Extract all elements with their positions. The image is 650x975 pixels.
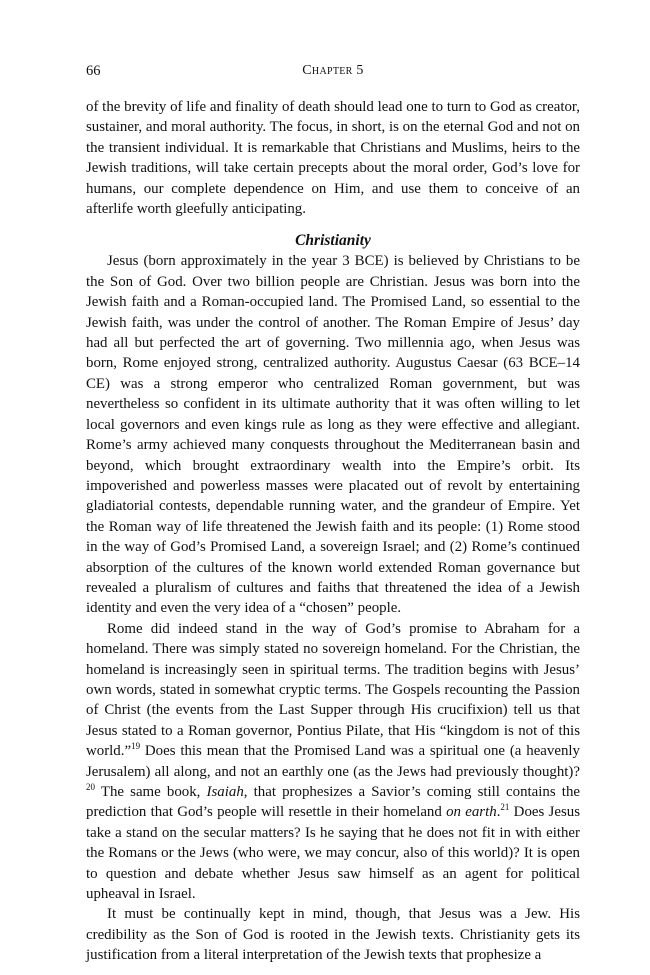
footnote-ref-21: 21 xyxy=(500,802,510,813)
paragraph-1: Jesus (born approximately in the year 3 BCE) is believed by Christians to be the Son of God. Over two billion people are Christian. Jesus was born into the Jewish faith and a Roman-occupied land. The Promised Land, so essential to the Jewish faith, was under the control of another. The Roman Empire of Jesus’ day had all but perfected the art of governing. Two millennia ago, when Jesus was born, Rome enjoyed strong, centralized authority. Augustus Caesar (63 BCE–14 CE) was a strong emperor who centralized Roman government, but was nevertheless so confident in its ultimate authority that it was often willing to let local governors and even kings rule as long as they were effective and allegiant. Rome’s army achieved many conquests throughout the Mediterranean basin and beyond, which brought extraordinary wealth into the Empire’s orbit. Its impoverished and powerless masses were placated out of revolt by entertaining gladiatorial contests, dependable running water, and the grandeur of Empire. Yet the Roman way of life threatened the Jewish faith and its people: (1) Rome stood in the way of God’s Promised Land, a sovereign Israel; and (2) Rome’s continued absorption of the cultures of the known world extended Roman governance but revealed a pluralism of cultures and faiths that threatened the idea of a Jewish identity and even the very idea of a “chosen” people. xyxy=(86,253,580,617)
paragraph-2 xyxy=(86,619,580,905)
footnote-ref-20: 20 xyxy=(86,782,95,792)
running-head xyxy=(86,63,580,83)
paragraph-2-text-b: Does this mean that the Promised Land was a spiritual one (a heavenly Jerusalem) all along, and not an earthly one (as the Jews had previously thought)? xyxy=(86,743,580,780)
section-heading: Christianity xyxy=(295,232,371,250)
paragraph-2-text-a: Rome did indeed stand in the way of God’s promise to Abraham for a homeland. There was simply stated no sovereign homeland. For the Christian, the homeland is increasingly seen in spiritual terms. The tradition begins with Jesus’ own words, stated in somewhat cryptic terms. The Gospels recounting the Passion of Christ (the events from the Last Supper through His crucifixion) tell us that Jesus stated to a Roman governor, Pontius Pilate, that His “kingdom is not of this world.” xyxy=(86,620,580,760)
body-text xyxy=(86,97,580,966)
chapter-label: Chapter 5 xyxy=(302,63,364,78)
intro-paragraph: of the brevity of life and finality of death should lead one to turn to God as creator, sustainer, and moral authority. The focus, in short, is on the eternal God and not on the transient individual. It is remarkable that Christians and Muslims, heirs to the Jewish traditions, will take certain precepts about the moral order, God’s love for humans, our complete dependence on Him, and use them to conceive of an afterlife worth gleefully anticipating. xyxy=(86,99,580,218)
page-number: 66 xyxy=(86,63,101,79)
footnote-ref-19: 19 xyxy=(131,741,141,752)
paragraph-2-text-f: Does Jesus take a stand on the secular matters? Is he saying that he does not fit in with either the Romans or the Jews (who were, we may concur, also of this world)? It is open to question and debate whether Jesus saw himself as an agent for political upheaval in Israel. xyxy=(86,804,580,903)
paragraph-2-text-c: The same book, xyxy=(95,784,207,800)
paragraph-2-text-d: , that prophesizes a Savior’s coming still contains the prediction that God’s people will resettle in their homeland xyxy=(86,784,580,821)
emphasis-on-earth: on earth xyxy=(446,804,497,821)
book-title-isaiah: Isaiah xyxy=(206,784,244,800)
paragraph-3: It must be continually kept in mind, though, that Jesus was a Jew. His credibility as the Son of God is rooted in the Jewish texts. Christianity gets its justification from a literal interpretation of the Jewish texts that prophesize a xyxy=(86,906,580,964)
paragraph-2-text-e: . xyxy=(496,804,501,821)
